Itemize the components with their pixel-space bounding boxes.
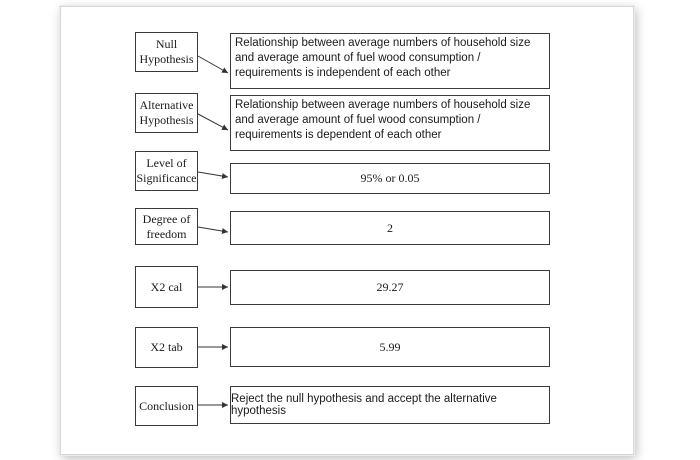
- label-line2: Hypothesis: [139, 52, 194, 66]
- label-alternative-hypothesis: [135, 93, 198, 133]
- label-null-hypothesis: [135, 32, 198, 72]
- label-text: X2 cal: [150, 279, 183, 294]
- label-text: Conclusion: [139, 398, 194, 413]
- label-line1: Degree of: [142, 211, 191, 226]
- value-conclusion: Reject the null hypothesis and accept the alternative hypothesis: [230, 386, 550, 424]
- label-level-of-significance: [135, 151, 198, 191]
- content-alternative-hypothesis: Relationship between average numbers of household size and average amount of fuel wood consumption / requirements is dependent of each other: [230, 95, 550, 151]
- arrow-significance: [198, 172, 228, 177]
- value-degree-of-freedom: 2: [230, 211, 550, 245]
- label-line2: Significance: [136, 171, 197, 185]
- label-line1: Null: [155, 37, 178, 51]
- label-text: X2 tab: [150, 340, 183, 354]
- content-null-hypothesis: Relationship between average numbers of household size and average amount of fuel wood consumption / requirements is independent of each other: [230, 33, 550, 89]
- label-line2: Hypothesis: [139, 113, 194, 127]
- arrow-null: [198, 56, 228, 73]
- label-degree-of-freedom: [135, 208, 198, 245]
- label-conclusion: [135, 386, 198, 426]
- arrow-alternative: [198, 114, 228, 130]
- label-line1: Level of: [146, 156, 187, 170]
- label-x2-tab: [135, 327, 198, 368]
- value-x2-cal: 29.27: [230, 270, 550, 305]
- arrow-freedom: [198, 227, 228, 232]
- label-line1: Alternative: [139, 98, 194, 112]
- value-level-of-significance: 95% or 0.05: [230, 163, 550, 194]
- label-line2: freedom: [146, 226, 187, 241]
- label-x2-cal: [135, 266, 198, 308]
- value-x2-tab: 5.99: [230, 327, 550, 367]
